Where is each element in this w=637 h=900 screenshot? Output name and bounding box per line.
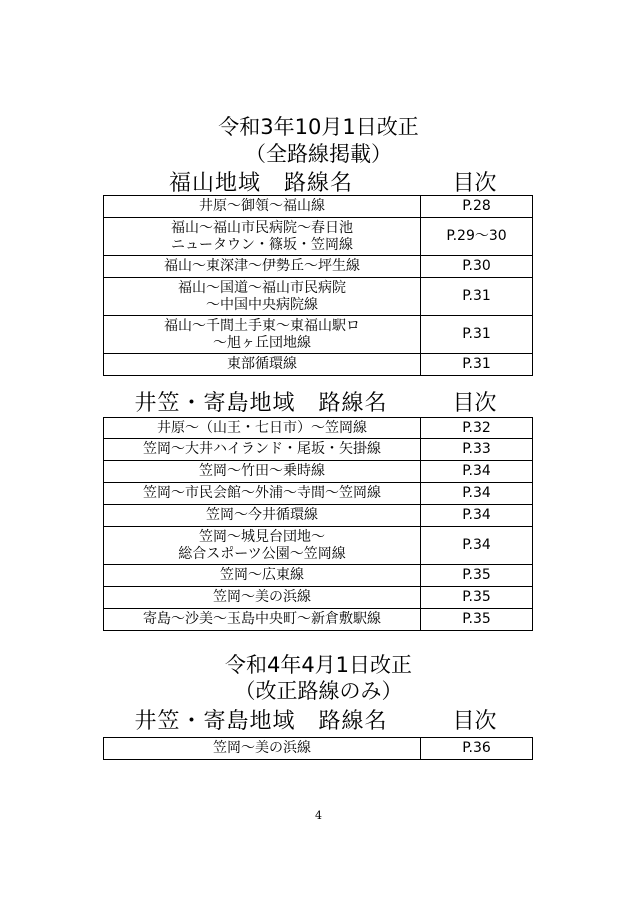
route-name-line: 笠岡～市民会館～外浦～寺間～笠岡線	[143, 485, 381, 501]
table-row	[104, 565, 533, 587]
page-ref-cell: P.36	[421, 738, 533, 760]
page-ref-cell: P.32	[421, 418, 533, 439]
table-row	[104, 218, 533, 256]
route-name-line: 福山～福山市民病院～春日池	[171, 219, 353, 236]
section2-header	[103, 389, 530, 419]
route-name-cell	[104, 439, 421, 461]
revision1-subtitle: （全路線掲載）	[245, 142, 392, 166]
route-name-cell	[104, 256, 421, 278]
route-name-cell	[104, 196, 421, 218]
page-ref-cell: P.29～30	[421, 218, 533, 256]
table-row	[104, 461, 533, 483]
route-name-cell	[104, 738, 421, 760]
table-row	[104, 483, 533, 505]
route-name-cell	[104, 527, 421, 565]
page-ref-cell: P.31	[421, 316, 533, 354]
route-name-cell	[104, 483, 421, 505]
page-ref-cell: P.34	[421, 527, 533, 565]
table-row	[104, 316, 533, 354]
route-name-line: ～中国中央病院線	[206, 296, 318, 313]
route-name-cell	[104, 609, 421, 631]
page-ref-cell: P.31	[421, 278, 533, 316]
route-name-line: 井原～御領～福山線	[199, 198, 325, 214]
route-name-line: ～旭ヶ丘団地線	[213, 334, 311, 351]
table-row	[104, 587, 533, 609]
section3-header-page: 目次	[452, 709, 497, 734]
route-name-line: 笠岡～美の浜線	[213, 589, 311, 605]
route-name-line: 寄島～沙美～玉島中央町～新倉敷駅線	[143, 611, 381, 627]
route-name-line: 笠岡～竹田～乗時線	[199, 463, 325, 479]
table-row	[104, 527, 533, 565]
route-name-line: 笠岡～広東線	[220, 567, 304, 583]
route-name-line: ニュータウン・篠坂・笠岡線	[171, 236, 353, 253]
route-name-line: 総合スポーツ公園～笠岡線	[178, 545, 346, 562]
route-name-cell	[104, 418, 421, 439]
page-ref-cell: P.34	[421, 483, 533, 505]
route-name-line: 笠岡～今井循環線	[206, 507, 318, 523]
route-name-cell	[104, 565, 421, 587]
page-ref-cell: P.33	[421, 439, 533, 461]
table-row	[104, 196, 533, 218]
section1-header-page: 目次	[452, 171, 497, 196]
page-ref-cell: P.31	[421, 354, 533, 376]
page-ref-cell: P.34	[421, 461, 533, 483]
route-name-line: 福山～東深津～伊勢丘～坪生線	[164, 258, 360, 274]
revision2-subtitle: （改正路線のみ）	[234, 679, 403, 703]
table-row	[104, 505, 533, 527]
revision2-title: 令和4年4月1日改正	[224, 653, 413, 677]
section2-header-page: 目次	[452, 391, 497, 416]
section3-header	[103, 707, 530, 737]
section2-table	[103, 417, 533, 631]
route-name-line: 笠岡～美の浜線	[213, 740, 311, 756]
route-name-cell	[104, 354, 421, 376]
table-row	[104, 418, 533, 439]
section3-header-route: 井笠・寄島地域 路線名	[134, 709, 388, 734]
route-name-cell	[104, 505, 421, 527]
route-name-line: 福山～国道～福山市民病院	[178, 279, 346, 296]
route-name-cell	[104, 218, 421, 256]
page-ref-cell: P.34	[421, 505, 533, 527]
section3-table	[103, 737, 533, 760]
route-name-cell	[104, 461, 421, 483]
route-name-cell	[104, 587, 421, 609]
route-name-cell	[104, 278, 421, 316]
table-row	[104, 439, 533, 461]
section1-table	[103, 195, 533, 376]
revision1-title: 令和3年10月1日改正	[218, 115, 419, 139]
table-row	[104, 278, 533, 316]
route-name-line: 福山～千間土手東～東福山駅ロ	[164, 317, 360, 334]
page-ref-cell: P.35	[421, 609, 533, 631]
table-row	[104, 738, 533, 760]
route-name-cell	[104, 316, 421, 354]
page-ref-cell: P.28	[421, 196, 533, 218]
page-number: 4	[315, 809, 322, 822]
route-name-line: 笠岡～城見台団地～	[199, 528, 325, 545]
section2-header-route: 井笠・寄島地域 路線名	[134, 391, 388, 416]
route-name-line: 東部循環線	[227, 356, 297, 372]
table-row	[104, 609, 533, 631]
page-ref-cell: P.35	[421, 565, 533, 587]
page-ref-cell: P.35	[421, 587, 533, 609]
route-name-line: 井原～（山王・七日市）～笠岡線	[157, 419, 367, 436]
table-row	[104, 256, 533, 278]
table-row	[104, 354, 533, 376]
section1-header-route: 福山地域 路線名	[168, 171, 353, 196]
route-name-line: 笠岡～大井ハイランド・尾坂・矢掛線	[143, 441, 381, 457]
page-ref-cell: P.30	[421, 256, 533, 278]
